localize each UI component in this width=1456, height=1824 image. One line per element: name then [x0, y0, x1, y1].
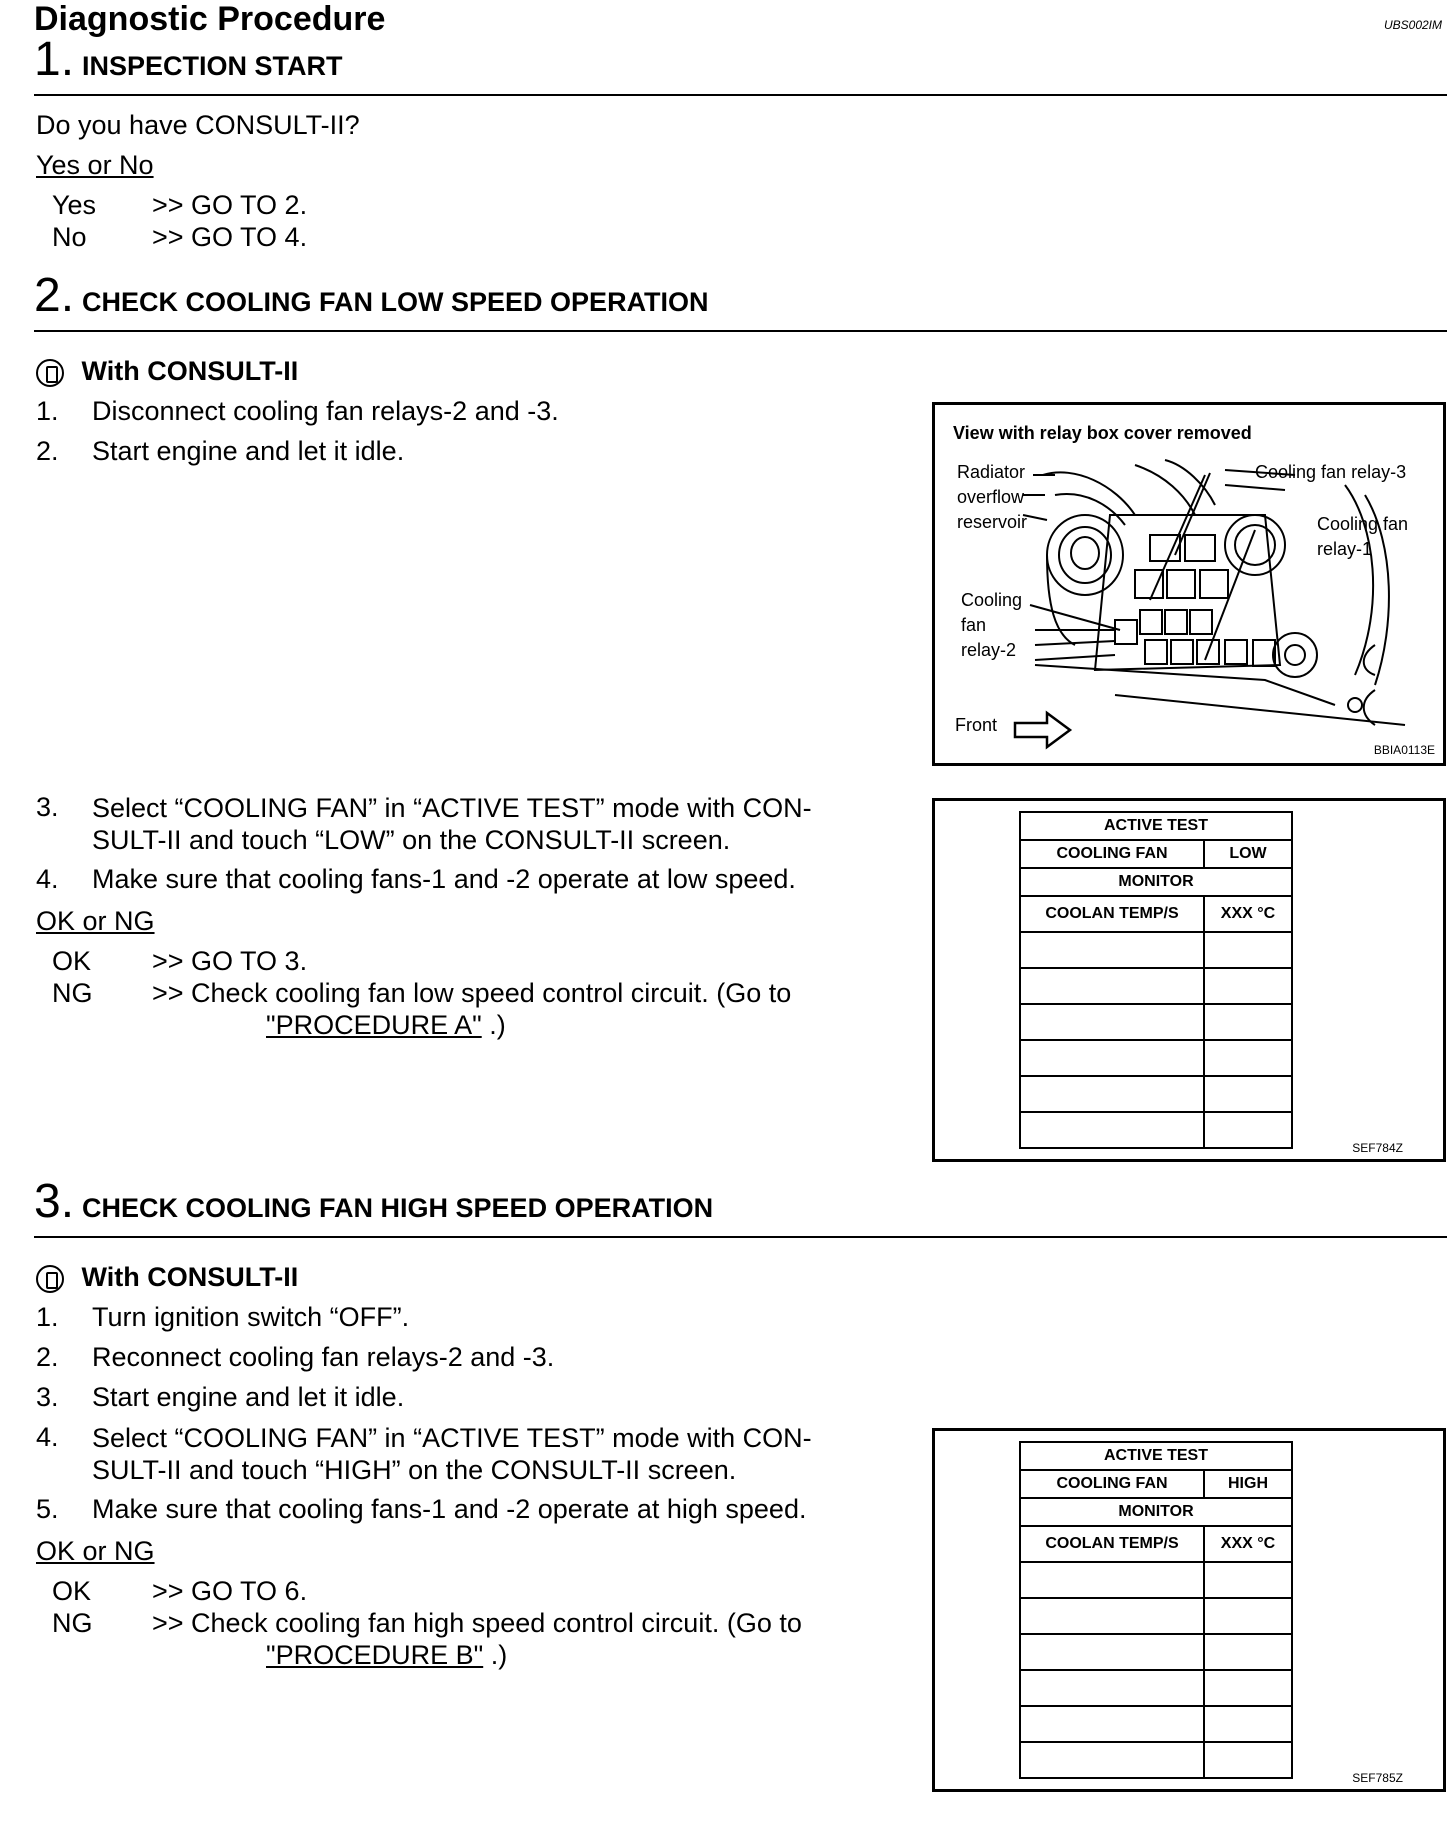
item-text: Disconnect cooling fan relays-2 and -3.: [92, 396, 559, 426]
step-3-item-2: [0, 1342, 900, 1378]
table-empty-cell: [1204, 1076, 1292, 1112]
consult-icon: [36, 1265, 64, 1293]
table-empty-cell: [1020, 1670, 1204, 1706]
item-number: 2.: [36, 436, 59, 466]
table-empty-cell: [1204, 1670, 1292, 1706]
table-header: ACTIVE TEST: [1020, 812, 1292, 840]
step-1-answer-yes: [0, 190, 400, 224]
table-empty-cell: [1204, 968, 1292, 1004]
step-2-choice-label: OK or NG: [36, 906, 155, 936]
step-2-item-1: [0, 396, 900, 432]
item-number: 4.: [36, 1422, 59, 1452]
table-empty-cell: [1020, 1076, 1204, 1112]
step-2-heading: [34, 269, 709, 322]
label-relay-2-line-1: Cooling: [961, 590, 1023, 610]
figure-heading: View with relay box cover removed: [953, 423, 1252, 443]
ng-tail: .): [489, 1010, 506, 1040]
step-1-answer-no: [0, 222, 400, 256]
step-1-question: Do you have CONSULT-II?: [36, 110, 360, 140]
answer-value: >> GO TO 4.: [152, 222, 308, 252]
active-test-table-low: [1019, 811, 1293, 1149]
step-2-number: 2.: [34, 269, 75, 322]
step-3-item-3: [0, 1382, 900, 1418]
step-3-number: 3.: [34, 1175, 75, 1228]
label-radiator-line-2: overflow: [957, 487, 1025, 507]
table-mode: HIGH: [1204, 1470, 1292, 1498]
document-code: UBS002IM: [1383, 18, 1442, 32]
procedure-b-link[interactable]: "PROCEDURE B": [266, 1640, 484, 1670]
item-number: 3.: [36, 1382, 59, 1412]
step-3-heading: [34, 1175, 714, 1228]
label-front: Front: [955, 715, 998, 735]
table-param: COOLAN TEMP/S: [1020, 1526, 1204, 1562]
ng-continuation: [266, 1010, 506, 1041]
table-empty-cell: [1020, 1004, 1204, 1040]
table-empty-cell: [1020, 1112, 1204, 1148]
table-empty-cell: [1204, 1634, 1292, 1670]
step-3-title: CHECK COOLING FAN HIGH SPEED OPERATION: [82, 1193, 714, 1223]
table-monitor: MONITOR: [1020, 1498, 1292, 1526]
item-text-line-1: Select “COOLING FAN” in “ACTIVE TEST” mode with CON-: [92, 793, 812, 823]
step-2-item-4: [0, 864, 930, 900]
consult-screen-low-figure: [932, 798, 1446, 1162]
item-number: 5.: [36, 1494, 59, 1524]
answer-value: >> Check cooling fan high speed control circuit. (Go to: [152, 1608, 802, 1638]
active-test-table-high: [1019, 1441, 1293, 1779]
ng-continuation: [266, 1640, 507, 1671]
label-relay-2-line-2: fan: [961, 615, 987, 635]
table-empty-cell: [1204, 1598, 1292, 1634]
item-text: Turn ignition switch “OFF”.: [92, 1302, 410, 1332]
table-mode: LOW: [1204, 840, 1292, 868]
figure-code: SEF785Z: [1352, 1771, 1403, 1785]
table-empty-cell: [1020, 932, 1204, 968]
step-3-with-consult: [36, 1260, 298, 1294]
answer-key: NG: [52, 978, 93, 1008]
ng-tail: .): [490, 1640, 508, 1670]
table-value: XXX °C: [1204, 896, 1292, 932]
table-empty-cell: [1020, 1598, 1204, 1634]
label-relay-1-line-2: relay-1: [1317, 539, 1373, 559]
step-2-with-consult: [36, 354, 298, 388]
step-2-title: CHECK COOLING FAN LOW SPEED OPERATION: [82, 287, 709, 317]
table-empty-cell: [1020, 968, 1204, 1004]
item-text: Start engine and let it idle.: [92, 1382, 405, 1412]
step-3-answer-ok: [0, 1576, 900, 1610]
answer-value: >> GO TO 2.: [152, 190, 308, 220]
step-2-item-2: [0, 436, 900, 472]
item-text-line-2: SULT-II and touch “LOW” on the CONSULT-II screen.: [92, 825, 731, 855]
table-empty-cell: [1204, 1706, 1292, 1742]
consult-icon: [36, 359, 64, 387]
table-header: ACTIVE TEST: [1020, 1442, 1292, 1470]
engine-bay-illustration: [935, 405, 1443, 763]
procedure-a-link[interactable]: "PROCEDURE A": [266, 1010, 482, 1040]
table-empty-cell: [1204, 1562, 1292, 1598]
label-relay-1-line-1: Cooling fan: [1317, 514, 1409, 534]
answer-value: >> Check cooling fan low speed control circuit. (Go to: [152, 978, 792, 1008]
answer-value: >> GO TO 6.: [152, 1576, 308, 1606]
answer-key: OK: [52, 946, 92, 976]
item-text: Make sure that cooling fans-1 and -2 operate at high speed.: [92, 1494, 807, 1524]
table-empty-cell: [1020, 1562, 1204, 1598]
with-consult-label: With CONSULT-II: [81, 356, 299, 386]
step-1-divider: [34, 94, 1447, 96]
label-radiator-line-3: reservoir: [957, 512, 1028, 532]
answer-key: Yes: [52, 190, 97, 220]
table-empty-cell: [1020, 1634, 1204, 1670]
label-radiator-line-1: Radiator: [957, 462, 1026, 482]
item-number: 1.: [36, 396, 59, 426]
step-3-divider: [34, 1236, 1447, 1238]
table-empty-cell: [1020, 1742, 1204, 1778]
table-param: COOLAN TEMP/S: [1020, 896, 1204, 932]
step-3-item-5: [0, 1494, 930, 1530]
table-empty-cell: [1020, 1040, 1204, 1076]
with-consult-label: With CONSULT-II: [81, 1262, 299, 1292]
item-text-line-1: Select “COOLING FAN” in “ACTIVE TEST” mode with CON-: [92, 1423, 812, 1453]
consult-screen-high-figure: [932, 1428, 1446, 1792]
step-1-number: 1.: [34, 33, 75, 86]
step-1-title: INSPECTION START: [82, 51, 343, 81]
relay-box-figure: [932, 402, 1446, 766]
item-text-line-2: SULT-II and touch “HIGH” on the CONSULT-II screen.: [92, 1455, 737, 1485]
step-2-answer-ok: [0, 946, 900, 980]
step-2-divider: [34, 330, 1447, 332]
table-empty-cell: [1204, 1742, 1292, 1778]
step-3-item-1: [0, 1302, 900, 1338]
item-text: Start engine and let it idle.: [92, 436, 405, 466]
step-1-heading: [34, 33, 343, 86]
step-2-item-3: [0, 792, 930, 862]
step-3-choice-label: OK or NG: [36, 1536, 155, 1566]
item-number: 3.: [36, 792, 59, 822]
table-empty-cell: [1204, 1112, 1292, 1148]
table-empty-cell: [1204, 1040, 1292, 1076]
step-2-answer-ng: [0, 978, 900, 1044]
answer-key: OK: [52, 1576, 92, 1606]
item-text: Reconnect cooling fan relays-2 and -3.: [92, 1342, 555, 1372]
step-3-answer-ng: [0, 1608, 900, 1674]
table-value: XXX °C: [1204, 1526, 1292, 1562]
item-number: 1.: [36, 1302, 59, 1332]
table-empty-cell: [1204, 1004, 1292, 1040]
item-number: 4.: [36, 864, 59, 894]
figure-code: BBIA0113E: [1373, 743, 1435, 757]
table-empty-cell: [1020, 1706, 1204, 1742]
step-1-choice-label: Yes or No: [36, 150, 154, 180]
answer-key: NG: [52, 1608, 93, 1638]
item-number: 2.: [36, 1342, 59, 1372]
label-relay-3: Cooling fan relay-3: [1255, 462, 1407, 482]
table-empty-cell: [1204, 932, 1292, 968]
table-item: COOLING FAN: [1020, 840, 1204, 868]
table-item: COOLING FAN: [1020, 1470, 1204, 1498]
table-monitor: MONITOR: [1020, 868, 1292, 896]
item-text: Make sure that cooling fans-1 and -2 operate at low speed.: [92, 864, 796, 894]
figure-code: SEF784Z: [1352, 1141, 1403, 1155]
label-relay-2-line-3: relay-2: [961, 640, 1017, 660]
answer-value: >> GO TO 3.: [152, 946, 308, 976]
page-title: Diagnostic Procedure: [34, 0, 386, 38]
step-3-item-4: [0, 1422, 930, 1492]
answer-key: No: [52, 222, 87, 252]
